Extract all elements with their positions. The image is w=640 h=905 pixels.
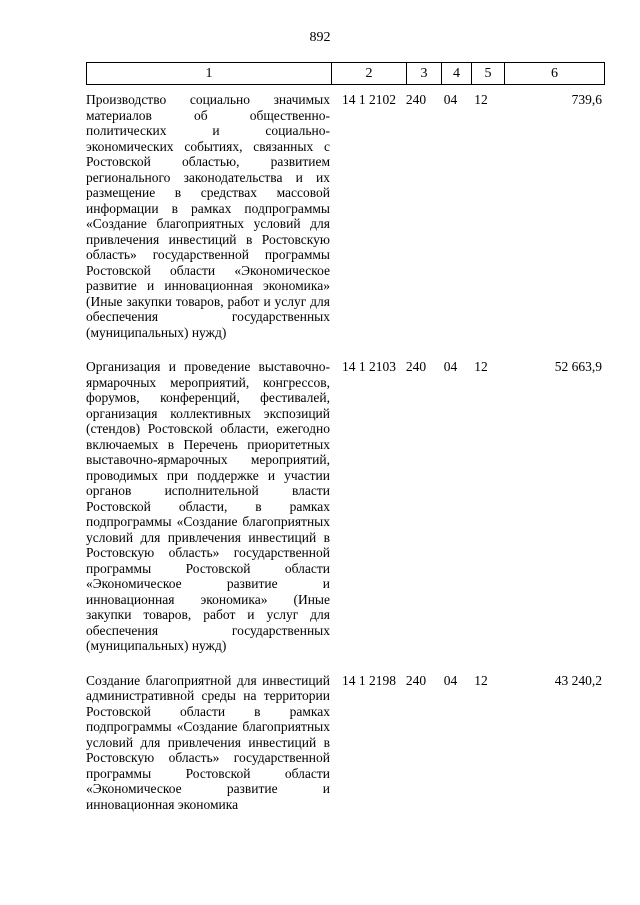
header-col-2: 2 [332, 63, 407, 85]
row-section: 04 [443, 672, 458, 688]
page-number: 892 [309, 30, 331, 45]
row-type: 240 [405, 359, 427, 374]
header-col-1: 1 [87, 63, 332, 85]
row-section: 04 [443, 359, 458, 374]
row-description: Производство социально значимых материалов об общественно-политических и социально-экономических событиях, связанных с Ростовской областью, развитием регионального законодательства и их размещение в средствах массовой информации в рамках подпрограммы «Создание благоприятных условий для привлечения инвестиций в Ростовскую область» государственной программы Ростовской области «Экономическое развитие и инновационная экономика» (Иные закупки товаров, работ и услуг для обеспечения государственных (муниципальных) нужд) [86, 92, 330, 340]
table-row [86, 673, 602, 813]
row-description: Создание благоприятной для инвестиций административной среды на территории Ростовской области в рамках подпрограммы «Создание благоприятных условий для привлечения инвестиций в Ростовскую область» государственной программы Ростовской области «Экономическое развитие и инновационная экономика [86, 672, 330, 812]
row-amount: 43 240,2 [554, 672, 602, 688]
header-col-4: 4 [442, 63, 472, 85]
row-type: 240 [405, 92, 427, 107]
row-subsection: 12 [474, 92, 488, 107]
header-col-5: 5 [472, 63, 505, 85]
row-subsection: 12 [474, 359, 488, 374]
row-section: 04 [443, 92, 458, 107]
header-col-6: 6 [505, 63, 605, 85]
row-type: 240 [405, 672, 427, 688]
row-code: 14 1 2102 [342, 92, 396, 107]
table-row [86, 92, 602, 340]
header-row [87, 63, 605, 85]
row-description: Организация и проведение выставочно-ярмарочных мероприятий, конгрессов, форумов, конференций, фестивалей, организация коллективных экспозиций (стендов) Ростовской области, ежегодно включаемых в Перечень приоритетных выставочно-ярмарочных мероприятий, проводимых при поддержке и участии органов исполнительной власти Ростовской области, в рамках подпрограммы «Создание благоприятных условий для привлечения инвестиций в Ростовскую область» государственной программы Ростовской области «Экономическое развитие и инновационная экономика» (Иные закупки товаров, работ и услуг для обеспечения государственных (муниципальных) нужд) [86, 359, 330, 653]
row-code: 14 1 2103 [342, 359, 396, 374]
table-row [86, 359, 602, 654]
row-amount: 739,6 [571, 92, 602, 107]
header-col-3: 3 [407, 63, 442, 85]
column-header-table [86, 62, 605, 85]
table-body [86, 92, 602, 831]
row-subsection: 12 [474, 672, 488, 688]
row-amount: 52 663,9 [554, 359, 602, 374]
row-code: 14 1 2198 [342, 672, 396, 688]
